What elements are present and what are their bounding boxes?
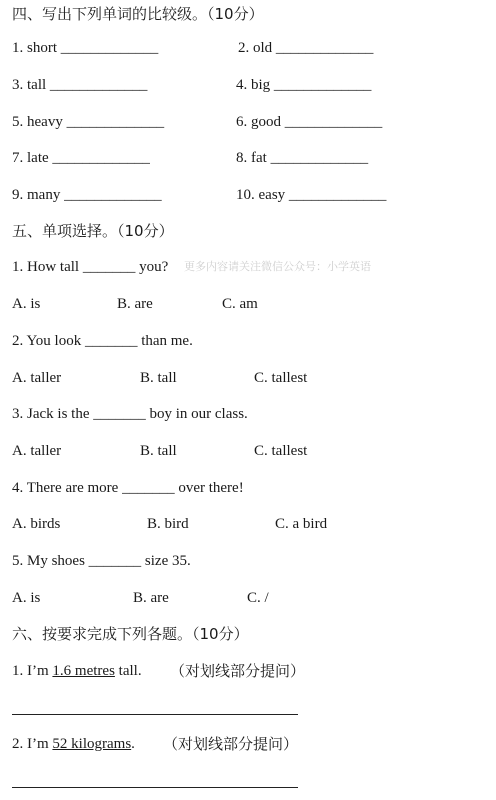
sec5-q2: 2. You look _______ than me. <box>12 333 193 349</box>
sec4-item-5: 5. heavy _____________ <box>12 114 165 130</box>
sec6-q2 <box>12 734 135 754</box>
sec6-q1-suffix: tall. <box>114 663 142 679</box>
sec5-q4: 4. There are more _______ over there! <box>12 480 244 496</box>
sec4-item-8: 8. fat _____________ <box>236 150 369 166</box>
sec6-q1-prefix: 1. I’m <box>12 663 53 679</box>
sec4-item-1: 1. short _____________ <box>12 40 159 56</box>
sec5-q2-option-b: B. tall <box>140 370 177 386</box>
sec5-q5-option-b: B. are <box>133 590 169 606</box>
sec5-q1-option-b: B. are <box>117 296 153 312</box>
sec5-q3-option-a: A. taller <box>12 443 62 459</box>
section-4-title: 四、写出下列单词的比较级。（10分） <box>12 5 264 23</box>
section-6-title: 六、按要求完成下列各题。（10分） <box>12 625 249 643</box>
sec6-q2-suffix: . <box>131 736 135 752</box>
sec5-q1-option-a: A. is <box>12 296 41 312</box>
sec5-q1: 1. How tall _______ you? <box>12 259 169 275</box>
sec5-q4-option-c: C. a bird <box>275 516 328 532</box>
sec4-item-6: 6. good _____________ <box>236 114 383 130</box>
sec5-q4-option-b: B. bird <box>147 516 189 532</box>
sec6-q2-underlined: 52 kilograms <box>52 736 132 752</box>
sec6-q1-instruction: （对划线部分提问） <box>170 662 306 680</box>
sec5-q2-option-a: A. taller <box>12 370 62 386</box>
sec5-q5-option-a: A. is <box>12 590 41 606</box>
sec5-q1-option-c: C. am <box>222 296 258 312</box>
sec4-item-10: 10. easy _____________ <box>236 187 387 203</box>
sec4-item-2: 2. old _____________ <box>238 40 374 56</box>
sec6-q2-instruction: （对划线部分提问） <box>163 735 299 753</box>
sec6-q1 <box>12 661 142 681</box>
sec5-q3: 3. Jack is the _______ boy in our class. <box>12 406 248 422</box>
sec6-q1-underlined: 1.6 metres <box>52 663 115 679</box>
sec6-q2-prefix: 2. I’m <box>12 736 53 752</box>
sec5-q3-option-b: B. tall <box>140 443 177 459</box>
sec5-q2-option-c: C. tallest <box>254 370 308 386</box>
sec5-q4-option-a: A. birds <box>12 516 61 532</box>
sec4-item-7: 7. late _____________ <box>12 150 150 166</box>
section-5-title: 五、单项选择。（10分） <box>12 222 174 240</box>
answer-line-1 <box>12 714 298 715</box>
sec5-q5: 5. My shoes _______ size 35. <box>12 553 191 569</box>
watermark-text: 更多内容请关注微信公众号：小学英语 <box>184 260 371 273</box>
sec5-q5-option-c: C. / <box>247 590 269 606</box>
sec5-q3-option-c: C. tallest <box>254 443 308 459</box>
sec4-item-3: 3. tall _____________ <box>12 77 148 93</box>
sec4-item-9: 9. many _____________ <box>12 187 162 203</box>
sec4-item-4: 4. big _____________ <box>236 77 372 93</box>
answer-line-2 <box>12 787 298 788</box>
